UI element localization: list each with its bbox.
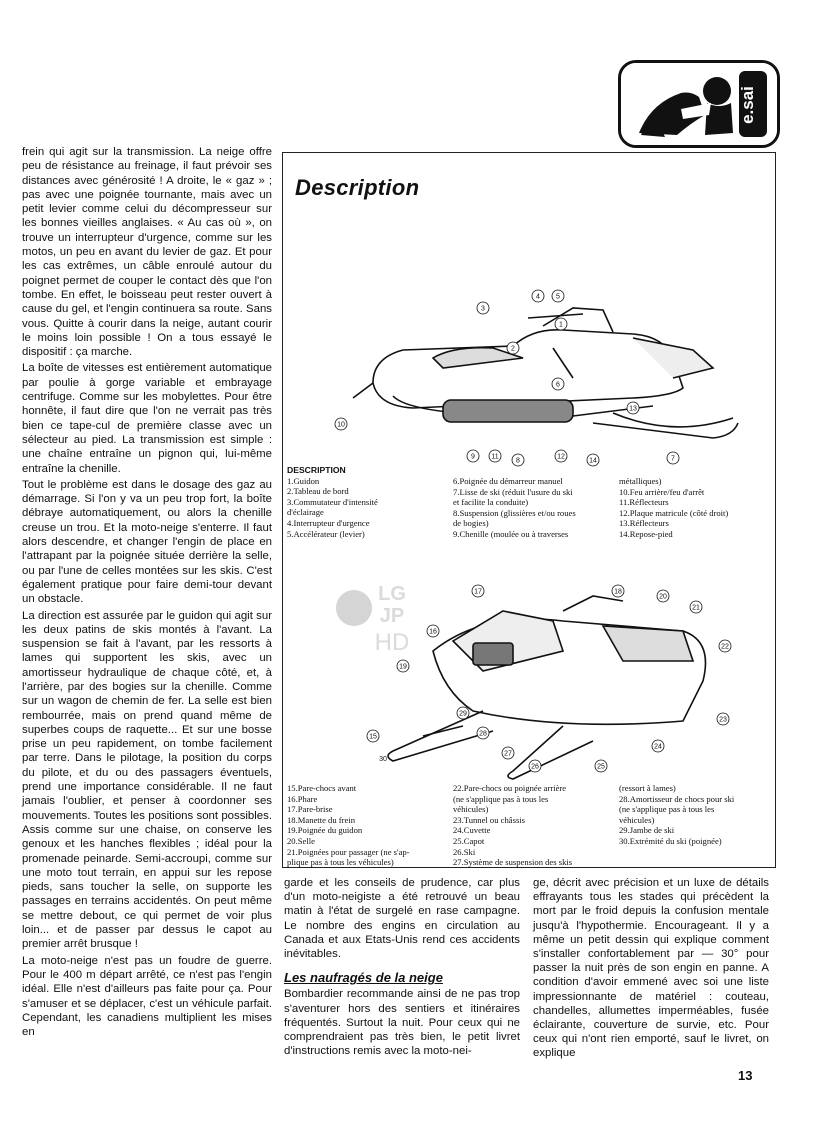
paragraph: La boîte de vitesses est entièrement automatique par poulie à gorge variable et embrayage centrifuge. Comme sur les mobylettes. Pour être honnête, il faut dire que l'on ne verrait pas très bien ce tape-cul de première classe avec un sélecteur au pied. La transmission est simple : une chaîne entraîne un pignon qui, lui-même entraîne la chenille. xyxy=(22,362,272,475)
callout-marker xyxy=(529,760,541,772)
svg-text:3: 3 xyxy=(481,305,485,313)
legend-col-5 xyxy=(453,783,613,868)
svg-text:LG: LG xyxy=(378,583,406,605)
callout-marker xyxy=(612,585,624,597)
svg-text:27: 27 xyxy=(504,750,512,758)
svg-text:8: 8 xyxy=(516,457,520,465)
svg-text:HD: HD xyxy=(374,629,410,656)
bottom-column-1 xyxy=(284,876,520,1058)
callout-marker xyxy=(552,378,564,390)
svg-text:18: 18 xyxy=(614,588,622,596)
svg-text:15: 15 xyxy=(369,733,377,741)
svg-text:24: 24 xyxy=(654,743,662,751)
legend-heading: DESCRIPTION xyxy=(287,465,346,475)
svg-text:20: 20 xyxy=(659,593,667,601)
description-box xyxy=(282,152,776,868)
callout-marker xyxy=(552,290,564,302)
callout-marker xyxy=(595,760,607,772)
svg-text:6: 6 xyxy=(556,381,560,389)
callout-marker xyxy=(477,302,489,314)
legend-col-2 xyxy=(453,476,623,540)
svg-text:28: 28 xyxy=(479,730,487,738)
legend-items: 22.Pare-chocs ou poignée arrière (ne s'applique pas à tous les véhicules) 23.Tunnel ou châssis 24.Cuvette 25.Capot 26.Ski 27.Système de suspension des skis xyxy=(453,783,573,868)
bottom-column-2 xyxy=(533,876,769,1061)
callout-marker xyxy=(587,454,599,466)
svg-text:29: 29 xyxy=(459,710,467,718)
callout-marker xyxy=(477,727,489,739)
paragraph: garde et les conseils de prudence, car plus d'un moto-neigiste a été retrouvé un beau matin à l'état de surgelé en rase campagne. Le nombre des engins en circulation au Canada et aux Etats-Unis rend ces accidents inévitables. xyxy=(284,877,520,961)
section-subheading: Les naufragés de la neige xyxy=(284,970,443,986)
legend-col-1 xyxy=(287,465,447,539)
paragraph: frein qui agit sur la transmission. La neige offre peu de résistance au freinage, il faut prévoir ses distances avec générosité ! A droite, le « gaz » ; pas avec une poignée tournante, mais avec un petit levier comme celui du décompresseur sur les bonnes vieilles anglaises. « Au cas où », on trouve un interrupteur d'urgence, comme sur les motos, un peu en avant du levier de gaz. Et pour les cas extrêmes, un câble enroulé autour du poignet permet de couper le contact dès que l'on tombe. En effet, le boisseau peut rester ouvert à cause du gel, et l'engin continuera sa route. Sans vous. Quitte à courir dans la neige, autant courir le moins loin possible ! On a tous essayé le dispositif : ça marche. xyxy=(22,146,272,359)
left-column-text xyxy=(22,145,272,1041)
svg-text:1: 1 xyxy=(559,321,563,329)
svg-text:5: 5 xyxy=(556,293,560,301)
legend-items: métalliques) 10.Feu arrière/feu d'arrêt 11.Réflecteurs 12.Plaque matricule (côté droit) 13.Réflecteurs 14.Repose-pied xyxy=(619,476,729,539)
paragraph: La moto-neige n'est pas un foudre de guerre. Pour le 400 m départ arrêté, ce n'est pas l'engin idéal. Elle n'est d'ailleurs pas faite pour ça. Pour s'amuser et se déplacer, c'est un véhicule parfait. Cependant, les canadiens multiplient les mises en xyxy=(22,954,272,1039)
paragraph: Tout le problème est dans le dosage des gaz au démarrage. Si l'on y va un peu trop fort, la boîte débraye automatiquement, ou alors la chenille creuse un trou. Et la moto-neige s'enterre. Il faut alors descendre, et changer l'engin de place en l'attrapant par la poignée située derrière la selle, ou par l'une de celles montées sur les skis. C'est également pratique pour faire demi-tour devant un obstacle. xyxy=(22,478,272,606)
rider-illustration-icon xyxy=(621,63,777,145)
callout-marker xyxy=(427,625,439,637)
svg-text:9: 9 xyxy=(471,453,475,461)
legend-col-3 xyxy=(619,476,771,540)
logo-text: e.sai xyxy=(738,86,757,124)
callout-marker xyxy=(367,730,379,742)
svg-text:21: 21 xyxy=(692,604,700,612)
callout-marker xyxy=(489,450,501,462)
svg-text:14: 14 xyxy=(589,457,597,465)
paragraph: La direction est assurée par le guidon qui agit sur les deux patins de skis montés à l'avant. La suspension se fait à l'avant, par les ressorts à lames qui supportent les skis, avec un amortisseur hydraulique de chaque côté, et, à l'arrière, par des bogies sur la chenille. Comme sur un wagon de chemin de fer. La selle est bien rembourrée, mais on prend quand même de superbes coups de raquette... Et sur une bosse prise un peu rapidement, on tombe facilement par terre. Dans le pilotage, la position du corps du pilote, et du ou des passagers éventuels, prend une importance considérable. Il ne faut jamais l'oublier, et penser à coordonner ses mouvements. Toutes les positions sont possibles. Assis comme sur une chaise, on conserve les genoux et les hanches flexibles ; idéal pour la promenade peinarde. Semi-accroupi, comme sur une moto tout terrain, en appui sur les repose pieds, sans toucher la selle, on supporte les passages en terrains accidentés. On peut même se mettre debout, ce qui permet de voir plus loin... et de passer par dessus le capot au premier arrêt brusque ! xyxy=(22,609,272,951)
svg-text:13: 13 xyxy=(629,405,637,413)
legend-col-6 xyxy=(619,783,771,847)
svg-text:2: 2 xyxy=(511,345,515,353)
legend-items: (ressort à lames) 28.Amortisseur de chocs pour ski (ne s'applique pas à tous les véhicules) 29.Jambe de ski 30.Extrémité du ski (poignée) xyxy=(619,783,735,846)
svg-text:19: 19 xyxy=(399,663,407,671)
svg-text:17: 17 xyxy=(474,588,482,596)
legend-col-4 xyxy=(287,783,447,868)
svg-text:30: 30 xyxy=(379,756,387,763)
callout-marker xyxy=(502,747,514,759)
page-number: 13 xyxy=(738,1068,753,1083)
svg-text:25: 25 xyxy=(597,763,605,771)
callout-marker xyxy=(512,454,524,466)
svg-text:26: 26 xyxy=(531,763,539,771)
svg-text:7: 7 xyxy=(671,455,675,463)
magazine-logo xyxy=(618,60,780,148)
callout-marker xyxy=(555,318,567,330)
callout-marker xyxy=(719,640,731,652)
watermark-portrait-icon xyxy=(332,578,427,658)
callout-marker xyxy=(717,713,729,725)
svg-text:4: 4 xyxy=(536,293,540,301)
svg-text:11: 11 xyxy=(491,453,499,461)
callout-marker xyxy=(555,450,567,462)
callout-marker xyxy=(652,740,664,752)
svg-text:10: 10 xyxy=(337,421,345,429)
callout-marker xyxy=(457,707,469,719)
snowmobile-side-view-figure xyxy=(333,288,743,468)
callout-marker xyxy=(472,585,484,597)
legend-items: 6.Poignée du démarreur manuel 7.Lisse de ski (réduit l'usure du ski et facilite la conduite) 8.Suspension (glissières et/ou roues de bogies) 9.Chenille (moulée ou à traverses xyxy=(453,476,576,539)
callout-marker xyxy=(532,290,544,302)
callout-marker xyxy=(690,601,702,613)
watermark xyxy=(332,578,427,658)
svg-text:22: 22 xyxy=(721,643,729,651)
svg-text:12: 12 xyxy=(557,453,565,461)
legend-items: 15.Pare-chocs avant 16.Phare 17.Pare-brise 18.Manette du frein 19.Poignée du guidon 20.Selle 21.Poignées pour passager (ne s'ap- plique pas à tous les véhicules) xyxy=(287,783,410,868)
callout-marker xyxy=(667,452,679,464)
svg-text:JP: JP xyxy=(379,605,405,627)
paragraph: ge, décrit avec précision et un luxe de détails effrayants tous les stades qui précèdent la mort par le froid depuis la confusion mentale jusqu'à l'hypothermie. Encourageant. Il y a même un petit dessin qui explique comment s'installer confortablement par — 30° pour passer la nuit près de son engin en panne. A condition d'avoir emmené avec soi une liste impressionnante de matériel : couteau, chandelles, allumettes imperméables, fusée éclairante, couverture de survie, etc. Pour ceux qui n'ont rien emporté, sauf le livret, on explique xyxy=(533,877,769,1060)
callout-marker xyxy=(467,450,479,462)
svg-text:16: 16 xyxy=(429,628,437,636)
callout-marker xyxy=(627,402,639,414)
callout-marker xyxy=(379,756,387,763)
legend-items: 1.Guidon 2.Tableau de bord 3.Commutateur d'intensité d'éclairage 4.Interrupteur d'urgence 5.Accélérateur (levier) xyxy=(287,475,378,539)
description-title: Description xyxy=(295,175,420,200)
callout-marker xyxy=(335,418,347,430)
callout-marker xyxy=(657,590,669,602)
callout-marker xyxy=(397,660,409,672)
paragraph: Bombardier recommande ainsi de ne pas trop s'aventurer hors des sentiers et itinéraires fréquentés. Surtout la nuit. Pour ceux qui ne comprendraient pas très bien, le petit livret d'instructions remis avec la moto-nei- xyxy=(284,988,520,1058)
callout-marker xyxy=(507,342,519,354)
svg-text:23: 23 xyxy=(719,716,727,724)
